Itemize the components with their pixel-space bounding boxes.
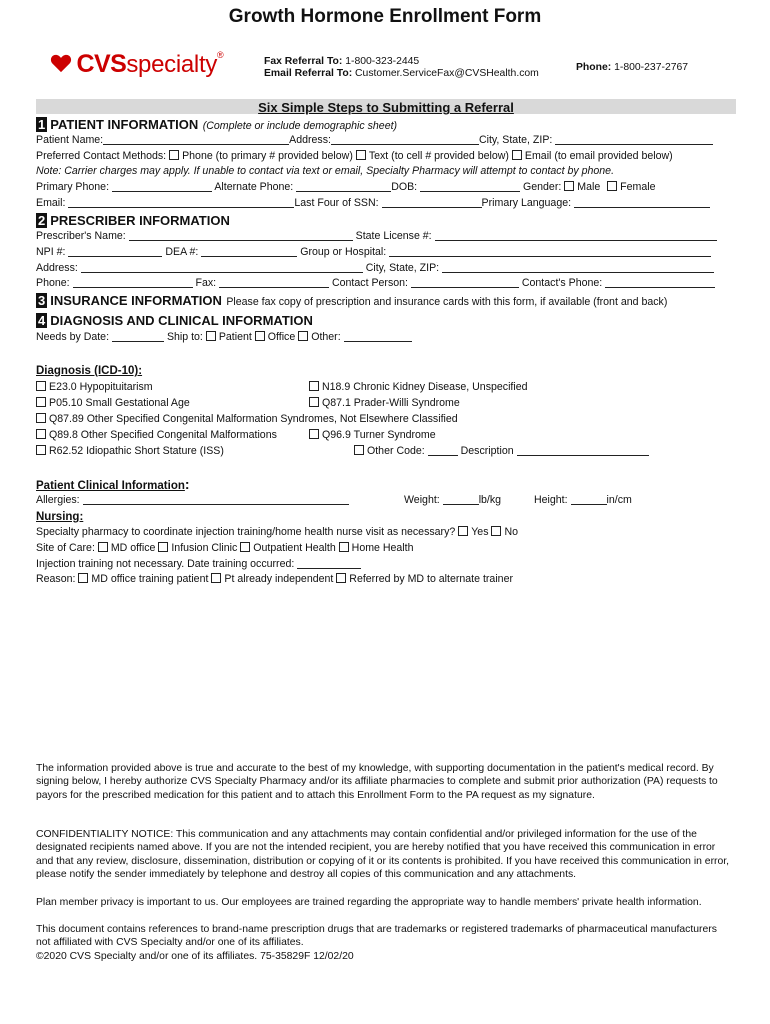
dx-q871-label: Q87.1 Prader-Willi Syndrome [322, 397, 460, 409]
section-2-header [36, 212, 230, 230]
weight-row [404, 494, 501, 507]
reason-row [36, 573, 513, 586]
nursing-yes-checkbox[interactable] [458, 526, 468, 536]
reason-ref-checkbox[interactable] [336, 573, 346, 583]
prescriber-address-label: Address: [36, 262, 78, 274]
gender-female-label: Female [620, 181, 656, 193]
dx-q969-label: Q96.9 Turner Syndrome [322, 429, 436, 441]
section-1-header [36, 116, 397, 134]
needs-by-row [36, 331, 412, 344]
nursing-question-row [36, 526, 518, 539]
patient-address-label: Address: [289, 134, 331, 146]
height-input[interactable] [571, 494, 607, 505]
dx-p05-label: P05.10 Small Gestational Age [49, 397, 190, 409]
site-md-label: MD office [110, 542, 156, 554]
prescriber-name-input[interactable] [129, 230, 353, 241]
ship-other-checkbox[interactable] [298, 331, 308, 341]
reason-pt-label: Pt already independent [224, 573, 334, 585]
fax-label: Fax Referral To: [264, 56, 343, 67]
section-4-header [36, 312, 313, 330]
patient-email-label: Email: [36, 197, 66, 209]
phone-contact [576, 61, 688, 74]
prescriber-fax-input[interactable] [219, 277, 329, 288]
privacy-text: Plan member privacy is important to us. Our employees are trained regarding the appropriate way to handle members' private health information. [36, 897, 702, 908]
clinical-heading-colon: : [184, 476, 190, 492]
dx-other-checkbox[interactable] [354, 445, 364, 455]
heart-icon [50, 53, 72, 73]
dx-n189 [309, 381, 528, 394]
dx-q871 [309, 397, 460, 410]
email-value: Customer.ServiceFax@CVSHealth.com [355, 68, 539, 79]
allergies-label: Allergies: [36, 494, 80, 506]
site-of-care-row [36, 542, 414, 555]
gender-male-checkbox[interactable] [564, 181, 574, 191]
dx-r6252-checkbox[interactable] [36, 445, 46, 455]
section-1-title: PATIENT INFORMATION [50, 117, 199, 132]
patient-address-input[interactable] [331, 134, 479, 145]
npi-input[interactable] [68, 246, 162, 257]
form-title: Growth Hormone Enrollment Form [228, 6, 542, 27]
npi-row [36, 246, 711, 259]
section-3-header [36, 292, 667, 310]
allergies-input[interactable] [83, 494, 349, 505]
cvs-specialty-logo [50, 50, 224, 79]
ship-other-label: Other: [311, 331, 341, 343]
site-infusion-checkbox[interactable] [158, 542, 168, 552]
ship-office-label: Office [267, 331, 296, 343]
group-label: Group or Hospital: [300, 246, 387, 258]
step-1-number: 1 [38, 117, 46, 132]
copyright-text: ©2020 CVS Specialty and/or one of its affiliates. 75-35829F 12/02/20 [36, 951, 354, 962]
needs-by-input[interactable] [112, 331, 164, 342]
preferred-contact-row [36, 150, 673, 163]
phone-value: 1-800-237-2767 [614, 62, 689, 73]
reason-pt-checkbox[interactable] [211, 573, 221, 583]
dea-input[interactable] [201, 246, 297, 257]
height-row [534, 494, 632, 507]
site-home-checkbox[interactable] [339, 542, 349, 552]
email-label: Email Referral To: [264, 68, 353, 79]
contact-text-label: Text (to cell # provided below) [368, 150, 509, 162]
primary-phone-label: Primary Phone: [36, 181, 110, 193]
dx-n189-checkbox[interactable] [309, 381, 319, 391]
attestation-text: The information provided above is true and accurate to the best of my knowledge, with supporting documentation in the patient's medical record. By signing below, I hereby authorize CVS Specialty Pharmacy and/or its affiliate pharmacies to complete and submit prior authorization (PA) requests to payors for the prescribed medication for this patient and to attach this Enrollment Form to the PA request as my signature. [36, 763, 718, 801]
step-3-number: 3 [38, 293, 46, 308]
confidentiality-notice: CONFIDENTIALITY NOTICE: This communication and any attachments may contain confidential and/or privileged information for the use of the designated recipients named above. If you are not the intended recipient, you are hereby notified that you have received this communication in error and that any review, disclosure, dissemination, distribution or copying of it or its contents is prohibited. If you have received this communication in error, please notify the sender immediately by telephone and destroy all copies of this communication and any attachments. [36, 829, 730, 881]
gender-label: Gender: [523, 181, 562, 193]
group-input[interactable] [389, 246, 711, 257]
dx-description-input[interactable] [517, 445, 649, 456]
ssn-input[interactable] [382, 197, 482, 208]
nursing-no-label: No [504, 526, 519, 538]
weight-label: Weight: [404, 494, 440, 506]
nursing-question: Specialty pharmacy to coordinate injection training/home health nurse visit as necessary? [36, 526, 456, 538]
prescriber-address-input[interactable] [81, 262, 363, 273]
dea-label: DEA #: [165, 246, 199, 258]
language-label: Primary Language: [481, 197, 572, 209]
training-row [36, 558, 361, 571]
alternate-phone-input[interactable] [296, 181, 391, 192]
step-2-number: 2 [38, 213, 46, 228]
phone-label: Phone: [576, 62, 612, 73]
logo-registered-mark: ® [217, 50, 224, 60]
section-3-title: INSURANCE INFORMATION [50, 293, 222, 308]
dx-other [354, 445, 649, 458]
logo-cvs: CVS [76, 50, 127, 78]
gender-male-label: Male [577, 181, 601, 193]
contact-phone-input[interactable] [605, 277, 715, 288]
prescriber-name-row [36, 230, 717, 243]
site-outpatient-label: Outpatient Health [253, 542, 336, 554]
site-of-care-label: Site of Care: [36, 542, 95, 554]
insurance-note: Please fax copy of prescription and insurance cards with this form, if available (front and back) [226, 296, 668, 308]
dx-q898 [36, 429, 277, 442]
section-1-subtitle: (Complete or include demographic sheet) [202, 120, 398, 132]
contact-email-label: Email (to email provided below) [524, 150, 673, 162]
dx-other-code-input[interactable] [428, 445, 458, 456]
prescriber-phone-input[interactable] [73, 277, 193, 288]
nursing-heading: Nursing: [36, 511, 84, 523]
clinical-heading [36, 477, 190, 493]
gender-female-checkbox[interactable] [607, 181, 617, 191]
ship-office-checkbox[interactable] [255, 331, 265, 341]
email-referral [264, 67, 539, 80]
prescriber-name-label: Prescriber's Name: [36, 230, 126, 242]
dx-e23 [36, 381, 153, 394]
ship-patient-checkbox[interactable] [206, 331, 216, 341]
trademarks-text: This document contains references to brand-name prescription drugs that are trademarks or registered trademarks of pharmaceutical manufacturers not affiliated with CVS Specialty and/or one of its affiliates. [36, 924, 717, 949]
dx-r6252 [36, 445, 224, 458]
site-md-checkbox[interactable] [98, 542, 108, 552]
patient-name-input[interactable] [103, 134, 289, 145]
prescriber-fax-label: Fax: [195, 277, 217, 289]
reason-ref-label: Referred by MD to alternate trainer [349, 573, 513, 585]
nursing-yes-label: Yes [471, 526, 489, 538]
site-home-label: Home Health [351, 542, 414, 554]
diagnosis-heading: Diagnosis (ICD-10): [36, 365, 143, 377]
preferred-contact-label: Preferred Contact Methods: [36, 150, 167, 162]
dx-q8789-checkbox[interactable] [36, 413, 46, 423]
prescriber-city-label: City, State, ZIP: [365, 262, 440, 274]
dx-q969 [309, 429, 436, 442]
logo-specialty: specialty [126, 51, 218, 78]
training-date-input[interactable] [297, 558, 361, 569]
dx-p05-checkbox[interactable] [36, 397, 46, 407]
reason-md-checkbox[interactable] [78, 573, 88, 583]
alternate-phone-label: Alternate Phone: [214, 181, 294, 193]
patient-phone-row [36, 181, 656, 194]
step-4-number: 4 [38, 313, 46, 328]
weight-input[interactable] [443, 494, 479, 505]
patient-city-label: City, State, ZIP: [478, 134, 553, 146]
dx-other-label: Other Code: [367, 445, 425, 457]
prescriber-phone-row [36, 277, 715, 290]
site-infusion-label: Infusion Clinic [171, 542, 238, 554]
state-license-input[interactable] [435, 230, 717, 241]
nursing-no-checkbox[interactable] [491, 526, 501, 536]
contact-person-label: Contact Person: [332, 277, 408, 289]
needs-by-label: Needs by Date: [36, 331, 110, 343]
dx-e23-checkbox[interactable] [36, 381, 46, 391]
training-not-necessary-label: Injection training not necessary. Date training occurred: [36, 558, 295, 570]
dx-e23-label: E23.0 Hypopituitarism [49, 381, 153, 393]
dx-q898-label: Q89.8 Other Specified Congenital Malformations [49, 429, 277, 441]
dx-q871-checkbox[interactable] [309, 397, 319, 407]
ship-to-label: Ship to: [166, 331, 203, 343]
dx-q969-checkbox[interactable] [309, 429, 319, 439]
dx-description-label: Description [460, 445, 514, 457]
npi-label: NPI #: [36, 246, 66, 258]
patient-name-label: Patient Name: [36, 134, 104, 146]
dx-p05 [36, 397, 190, 410]
clinical-heading-text: Patient Clinical Information [36, 480, 185, 492]
ship-other-input[interactable] [344, 331, 412, 342]
language-input[interactable] [574, 197, 710, 208]
contact-person-input[interactable] [411, 277, 519, 288]
ship-patient-label: Patient [218, 331, 252, 343]
reason-label: Reason: [36, 573, 76, 585]
dx-n189-label: N18.9 Chronic Kidney Disease, Unspecified [322, 381, 528, 393]
weight-unit: lb/kg [478, 494, 502, 506]
patient-city-input[interactable] [555, 134, 713, 145]
carrier-note: Note: Carrier charges may apply. If unable to contact via text or email, Specialty Pharmacy will attempt to contact by phone. [36, 165, 615, 177]
fax-value: 1-800-323-2445 [345, 56, 420, 67]
contact-phone-label: Phone (to primary # provided below) [182, 150, 353, 162]
prescriber-address-row [36, 262, 714, 275]
steps-banner [36, 99, 736, 114]
dx-r6252-label: R62.52 Idiopathic Short Stature (ISS) [49, 445, 224, 457]
primary-phone-input[interactable] [112, 181, 212, 192]
height-label: Height: [534, 494, 568, 506]
dx-q898-checkbox[interactable] [36, 429, 46, 439]
height-unit: in/cm [606, 494, 632, 506]
ssn-label: Last Four of SSN: [294, 197, 379, 209]
dx-q8789 [36, 413, 458, 426]
section-4-title: DIAGNOSIS AND CLINICAL INFORMATION [50, 313, 313, 328]
reason-md-label: MD office training patient [91, 573, 209, 585]
dob-label: DOB: [391, 181, 418, 193]
patient-email-row [36, 197, 710, 210]
steps-banner-text: Six Simple Steps to Submitting a Referral [258, 100, 514, 115]
contact-text-checkbox[interactable] [356, 150, 366, 160]
contact-email-checkbox[interactable] [512, 150, 522, 160]
dob-input[interactable] [420, 181, 520, 192]
contact-phone-checkbox[interactable] [169, 150, 179, 160]
patient-name-row [36, 134, 713, 147]
prescriber-phone-label: Phone: [36, 277, 70, 289]
state-license-label: State License #: [355, 230, 432, 242]
section-2-title: PRESCRIBER INFORMATION [50, 213, 230, 228]
contact-phone-field-label: Contact's Phone: [521, 277, 603, 289]
allergies-row [36, 494, 349, 507]
site-outpatient-checkbox[interactable] [240, 542, 250, 552]
dx-q8789-label: Q87.89 Other Specified Congenital Malformation Syndromes, Not Elsewhere Classified [49, 413, 458, 425]
patient-email-input[interactable] [68, 197, 294, 208]
prescriber-city-input[interactable] [442, 262, 714, 273]
